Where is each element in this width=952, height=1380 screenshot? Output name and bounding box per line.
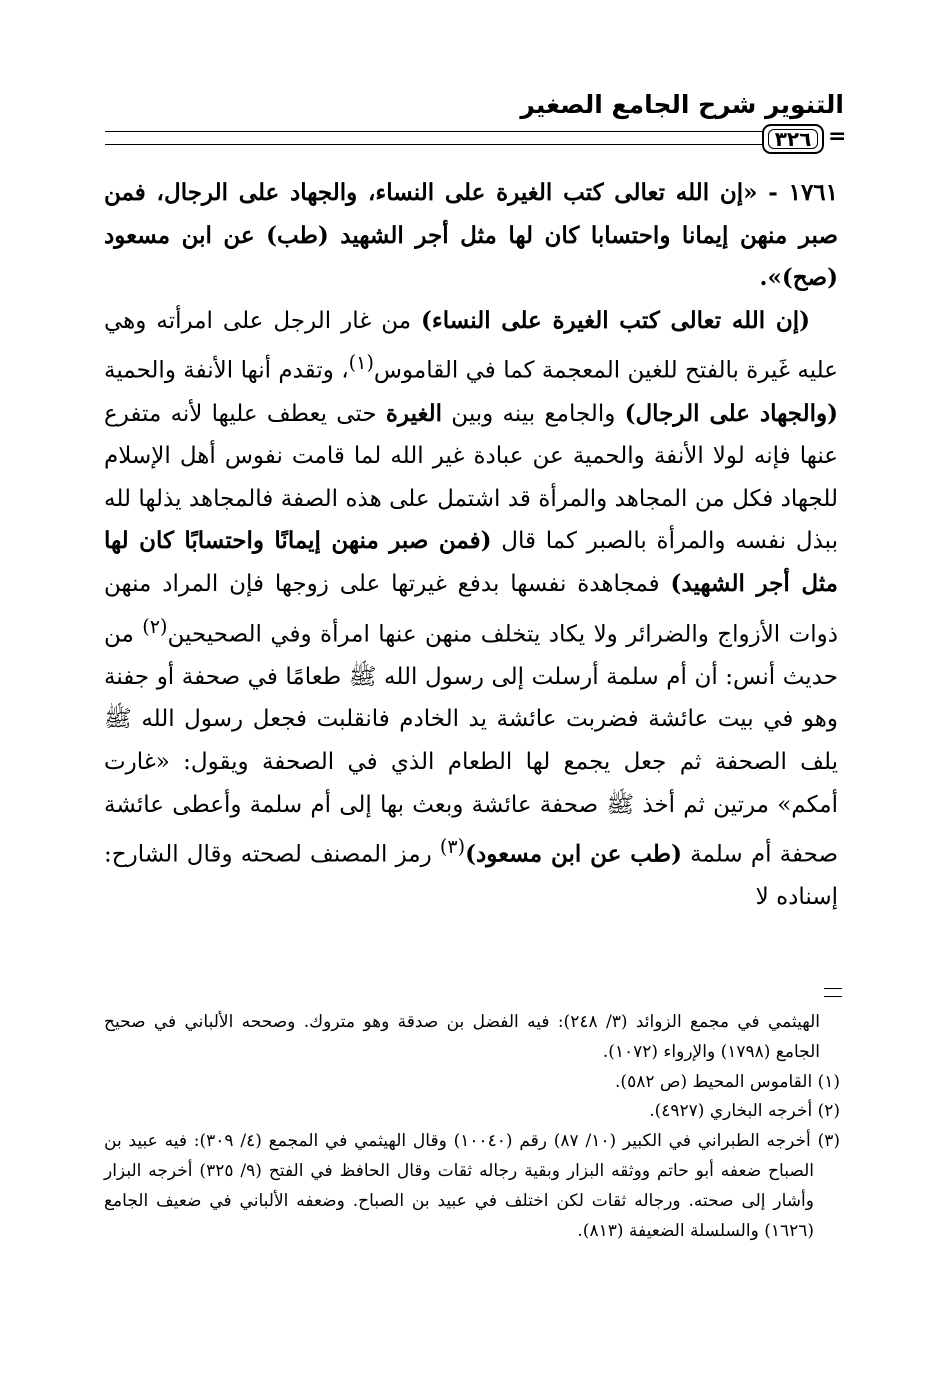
footnote-3: (٣) أخرجه الطبراني في الكبير (١٠/ ٨٧) رقم (١٠٠٤٠) وقال الهيثمي في المجمع (٤/ ٣٠٩): فيه عبيد بن الصباح ضعفه أبو حاتم ووثقه البزار وبقية رجاله ثقات وقال الحافظ في الفتح (٩/ ٣٢٥) أخرجه البزار وأشار إلى صحته. ورجاله ثقات لكن اختلف في عبيد بن الصباح. وضعفه الألباني في ضعيف الجامع (١٦٢٦) والسلسلة الضعيفة (٨١٣). (104, 1131, 840, 1241)
footnote-ref-3: (٣) (439, 835, 466, 859)
commentary-text-7: رمز المصنف لصحته وقال الشارح: إسناده لا (104, 841, 838, 911)
header-continuation-mark: = (828, 124, 847, 149)
hadith-number: ١٧٦١ - (757, 179, 839, 206)
commentary-lemma-3: (فمن صبر منهن إيمانًا واحتسابًا كان لها مثل أجر الشهيد) (104, 527, 838, 597)
footnote-ref-2: (٢) (142, 614, 168, 638)
main-text (104, 172, 838, 919)
commentary-lemma-4: (طب عن ابن مسعود) (465, 840, 682, 868)
footnote-2: (٢) أخرجه البخاري (٤٩٢٧). (649, 1101, 840, 1122)
page-number: ٣٢٦ (774, 127, 812, 151)
footnotes (104, 1008, 840, 1246)
commentary-text-2: ، وتقدم أنها الأنفة والحمية (104, 358, 349, 385)
header-rule-upper (105, 131, 763, 132)
commentary-lemma-2: (والجهاد على الرجال) (624, 399, 838, 427)
header-rule-lower (105, 144, 763, 145)
commentary-paragraph (104, 300, 838, 919)
footnote-continuation: الهيثمي في مجمع الزوائد (٣/ ٢٤٨): فيه الفضل بن صدقة وهو متروك. وصححه الألباني في صحيح الجامع (١٧٩٨) والإرواء (١٠٧٢). (104, 1012, 820, 1062)
footnote-1: (١) القاموس المحيط (ص ٥٨٢). (615, 1071, 840, 1092)
commentary-text-1: من غار الرجل على امرأته وهي عليه غَيرة بالفتح للغين المعجمة كما في القاموس (104, 307, 838, 385)
commentary-text-4: حتى يعطف عليها لأنه متفرع عنها فإنه لولا الأنفة والحمية عن عبادة غير الله لما قامت نفوس أهل الإسلام للجهاد فكل من المجاهد والمرأة قد اشتمل على هذه الصفة فالمجاهد يذلها لله ببذل نفسه والمرأة بالصبر كما قال (104, 400, 838, 555)
commentary-text-3: والجامع بينه وبين (442, 400, 625, 427)
footnote-ref-1: (١) (348, 351, 374, 375)
commentary-keyword: الغيرة (385, 399, 443, 427)
hadith-text: «إن الله تعالى كتب الغيرة على النساء، والجهاد على الرجال، فمن صبر منهن إيمانا واحتسابا كان لها مثل أجر الشهيد (طب) عن ابن مسعود (صح)». (104, 179, 838, 292)
commentary-text-5: فمجاهدة نفسها بدفع غيرتها على زوجها فإن المراد منهن ذوات الأزواج والضرائر ولا يكاد يتخلف منهن عنها امرأة وفي الصحيحين (104, 571, 839, 648)
page-number-frame (762, 124, 824, 154)
footnote-separator (824, 988, 842, 997)
commentary-text-6: من حديث أنس: أن أم سلمة أرسلت إلى رسول الله ﷺ طعامًا في صحفة أو جفنة وهو في بيت عائشة فضربت عائشة يد الخادم فانقلبت فجعل رسول الله ﷺ يلف الصحفة ثم جعل يجمع لها الطعام الذي في الصحفة ويقول: «غارت أمكم» مرتين ثم أخذ ﷺ صحفة عائشة وبعث بها إلى أم سلمة وأعطى عائشة صحفة أم سلمة (104, 621, 838, 868)
commentary-lemma-1: (إن الله تعالى كتب الغيرة على النساء) (421, 306, 811, 334)
running-title: التنوير شرح الجامع الصغير (520, 90, 844, 119)
hadith-paragraph (104, 172, 838, 300)
